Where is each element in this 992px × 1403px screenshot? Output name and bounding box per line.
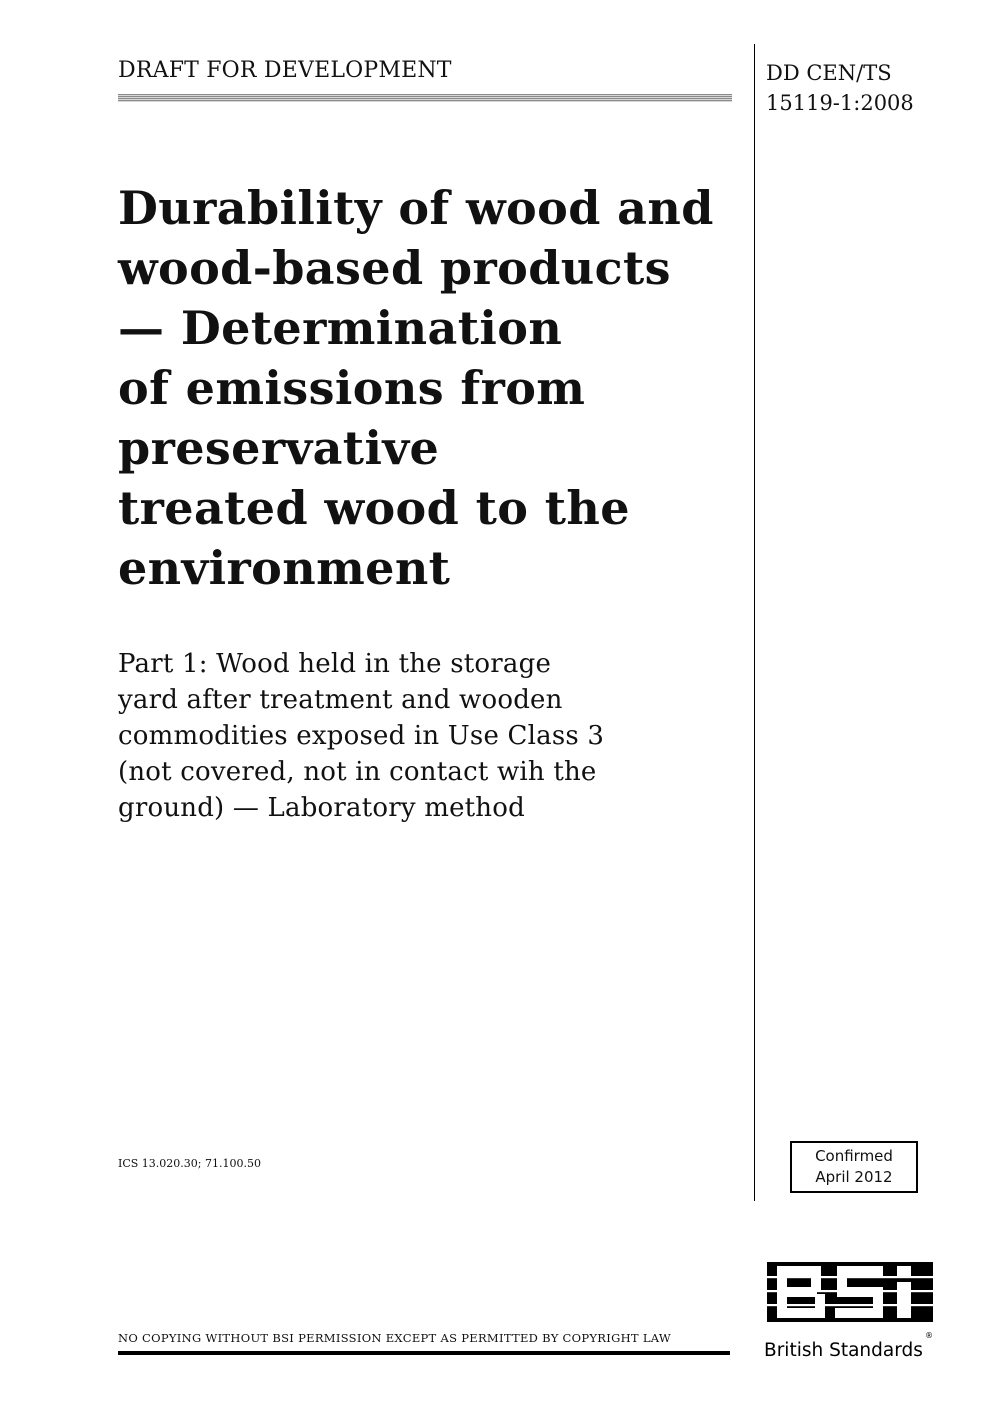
copyright-notice: NO COPYING WITHOUT BSI PERMISSION EXCEPT AS PERMITTED BY COPYRIGHT LAW	[118, 1331, 672, 1345]
document-subtitle	[118, 646, 738, 826]
footer-rule	[118, 1351, 730, 1355]
title-line: environment	[118, 541, 451, 595]
confirmed-label: Confirmed	[815, 1147, 893, 1165]
header-rule	[118, 94, 732, 102]
draft-label: DRAFT FOR DEVELOPMENT	[118, 58, 452, 83]
subtitle-line: Part 1: Wood held in the storage	[118, 649, 552, 679]
title-line: — Determination	[118, 301, 563, 355]
registered-mark: ®	[925, 1331, 933, 1340]
subtitle-line: ground) — Laboratory method	[118, 793, 525, 823]
ics-code: ICS 13.020.30; 71.100.50	[118, 1157, 261, 1170]
subtitle-line: (not covered, not in contact wih the	[118, 757, 597, 787]
bsi-logo	[763, 1254, 938, 1364]
vertical-divider	[754, 44, 755, 1201]
subtitle-line: yard after treatment and wooden	[118, 685, 563, 715]
title-line: wood-based products	[118, 241, 671, 295]
title-line: Durability of wood and	[118, 181, 714, 235]
document-title	[118, 178, 748, 598]
confirmed-stamp	[790, 1141, 918, 1193]
confirmed-date: April 2012	[815, 1168, 893, 1186]
standard-code-line1: DD CEN/TS	[766, 61, 892, 85]
subtitle-line: commodities exposed in Use Class 3	[118, 721, 605, 751]
standard-code	[766, 58, 914, 118]
title-line: preservative	[118, 421, 440, 475]
title-line: treated wood to the	[118, 481, 630, 535]
standard-code-line2: 15119-1:2008	[766, 91, 914, 115]
title-line: of emissions from	[118, 361, 586, 415]
logo-caption: British Standards	[764, 1340, 923, 1361]
